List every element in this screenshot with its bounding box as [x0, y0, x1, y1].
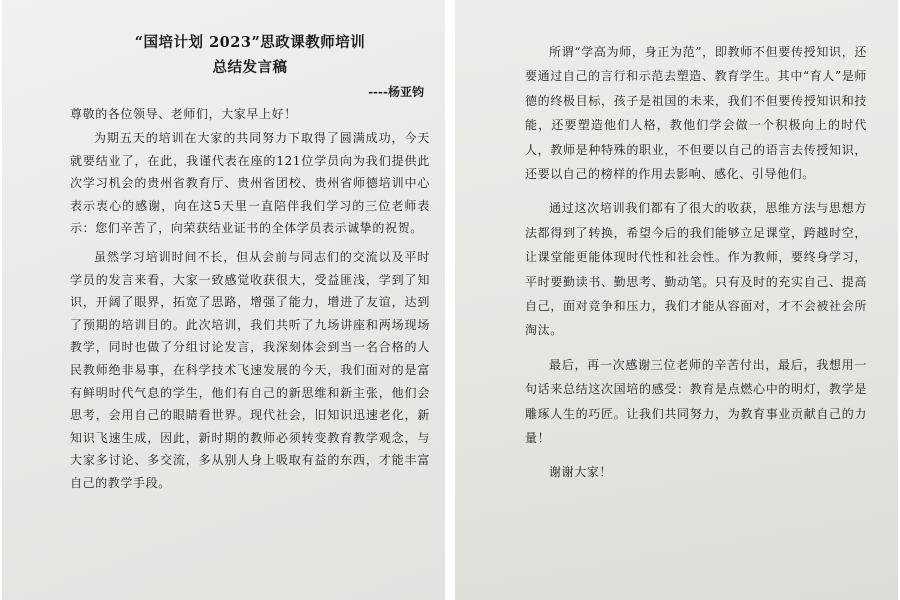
- closing-thanks: 谢谢大家！: [549, 464, 613, 479]
- page-photo-right: [455, 0, 898, 600]
- document-author: ----杨亚钧: [368, 85, 424, 99]
- document-title-line-1: “国培计划 2023”思政课教师培训: [134, 34, 366, 51]
- paragraph-conclusion: 最后，再一次感谢三位老师的辛苦付出，最后，我想用一句话来总结这次国培的感受：教育是点燃心中的明灯，教学是雕琢人生的巧匠。让我们共同努力，为教育事业贡献自己的力量！: [525, 357, 867, 446]
- paragraph-reflection: 通过这次培训我们都有了很大的收获，思维方法与思想方法都得到了转换，希望今后的我们能够立足课堂，跨越时空，让课堂能更能体现时代性和社会性。作为教师，要终身学习，平时要勤读书、勤思考、勤动笔。只有及时的充实自己、提高自己，面对竞争和压力，我们才能从容面对，才不会被社会所淘汰。: [525, 201, 867, 338]
- paragraph-opening: 为期五天的培训在大家的共同努力下取得了圆满成功，今天就要结业了，在此，我谨代表在座的121位学员向为我们提供此次学习机会的贵州省教育厅、贵州省团校、贵州省师德培训中心表示衷心的感谢，向在这5天里一直陪伴我们学习的三位老师表示：您们辛苦了，向荣获结业证书的全体学员表示诚挚的祝贺。: [70, 131, 430, 236]
- document-page-2: [525, 40, 867, 483]
- salutation: 尊敬的各位领导、老师们，大家早上好！: [70, 107, 297, 121]
- document-page-1: [70, 30, 430, 501]
- page-photo-left: [2, 0, 445, 600]
- paragraph-training-gains: 虽然学习培训时间不长，但从会前与同志们的交流以及平时学员的发言来看，大家一致感觉收获很大，受益匪浅，学到了知识，开阔了眼界，拓宽了思路，增强了能力，增进了友谊，达到了预期的培训目的。此次培训，我们共听了九场讲座和两场现场教学，同时也做了分组讨论发言，我深刻体会到当一名合格的人民教师绝非易事，在科学技术飞速发展的今天，我们面对的是富有鲜明时代气息的学生，他们有自己的新思维和新主张，他们会思考，会用自己的眼睛看世界。现代社会，旧知识迅速老化，新知识飞速生成，因此，新时期的教师必须转变教育教学观念，与大家多讨论、多交流，多从别人身上吸取有益的东西，才能丰富自己的教学手段。: [70, 249, 430, 490]
- document-title-line-2: 总结发言稿: [212, 59, 288, 76]
- paragraph-teacher-role: 所谓“学高为师，身正为范”，即教师不但要传授知识，还要通过自己的言行和示范去塑造、教育学生。其中“育人”是师德的终极目标，孩子是祖国的未来，我们不但要传授知识和技能，还要塑造他们人格，教他们学会做一个积极向上的时代人，教师是种特殊的职业，不但要以自己的语言去传授知识，还要以自己的榜样的作用去影响、感化、引导他们。: [525, 45, 867, 182]
